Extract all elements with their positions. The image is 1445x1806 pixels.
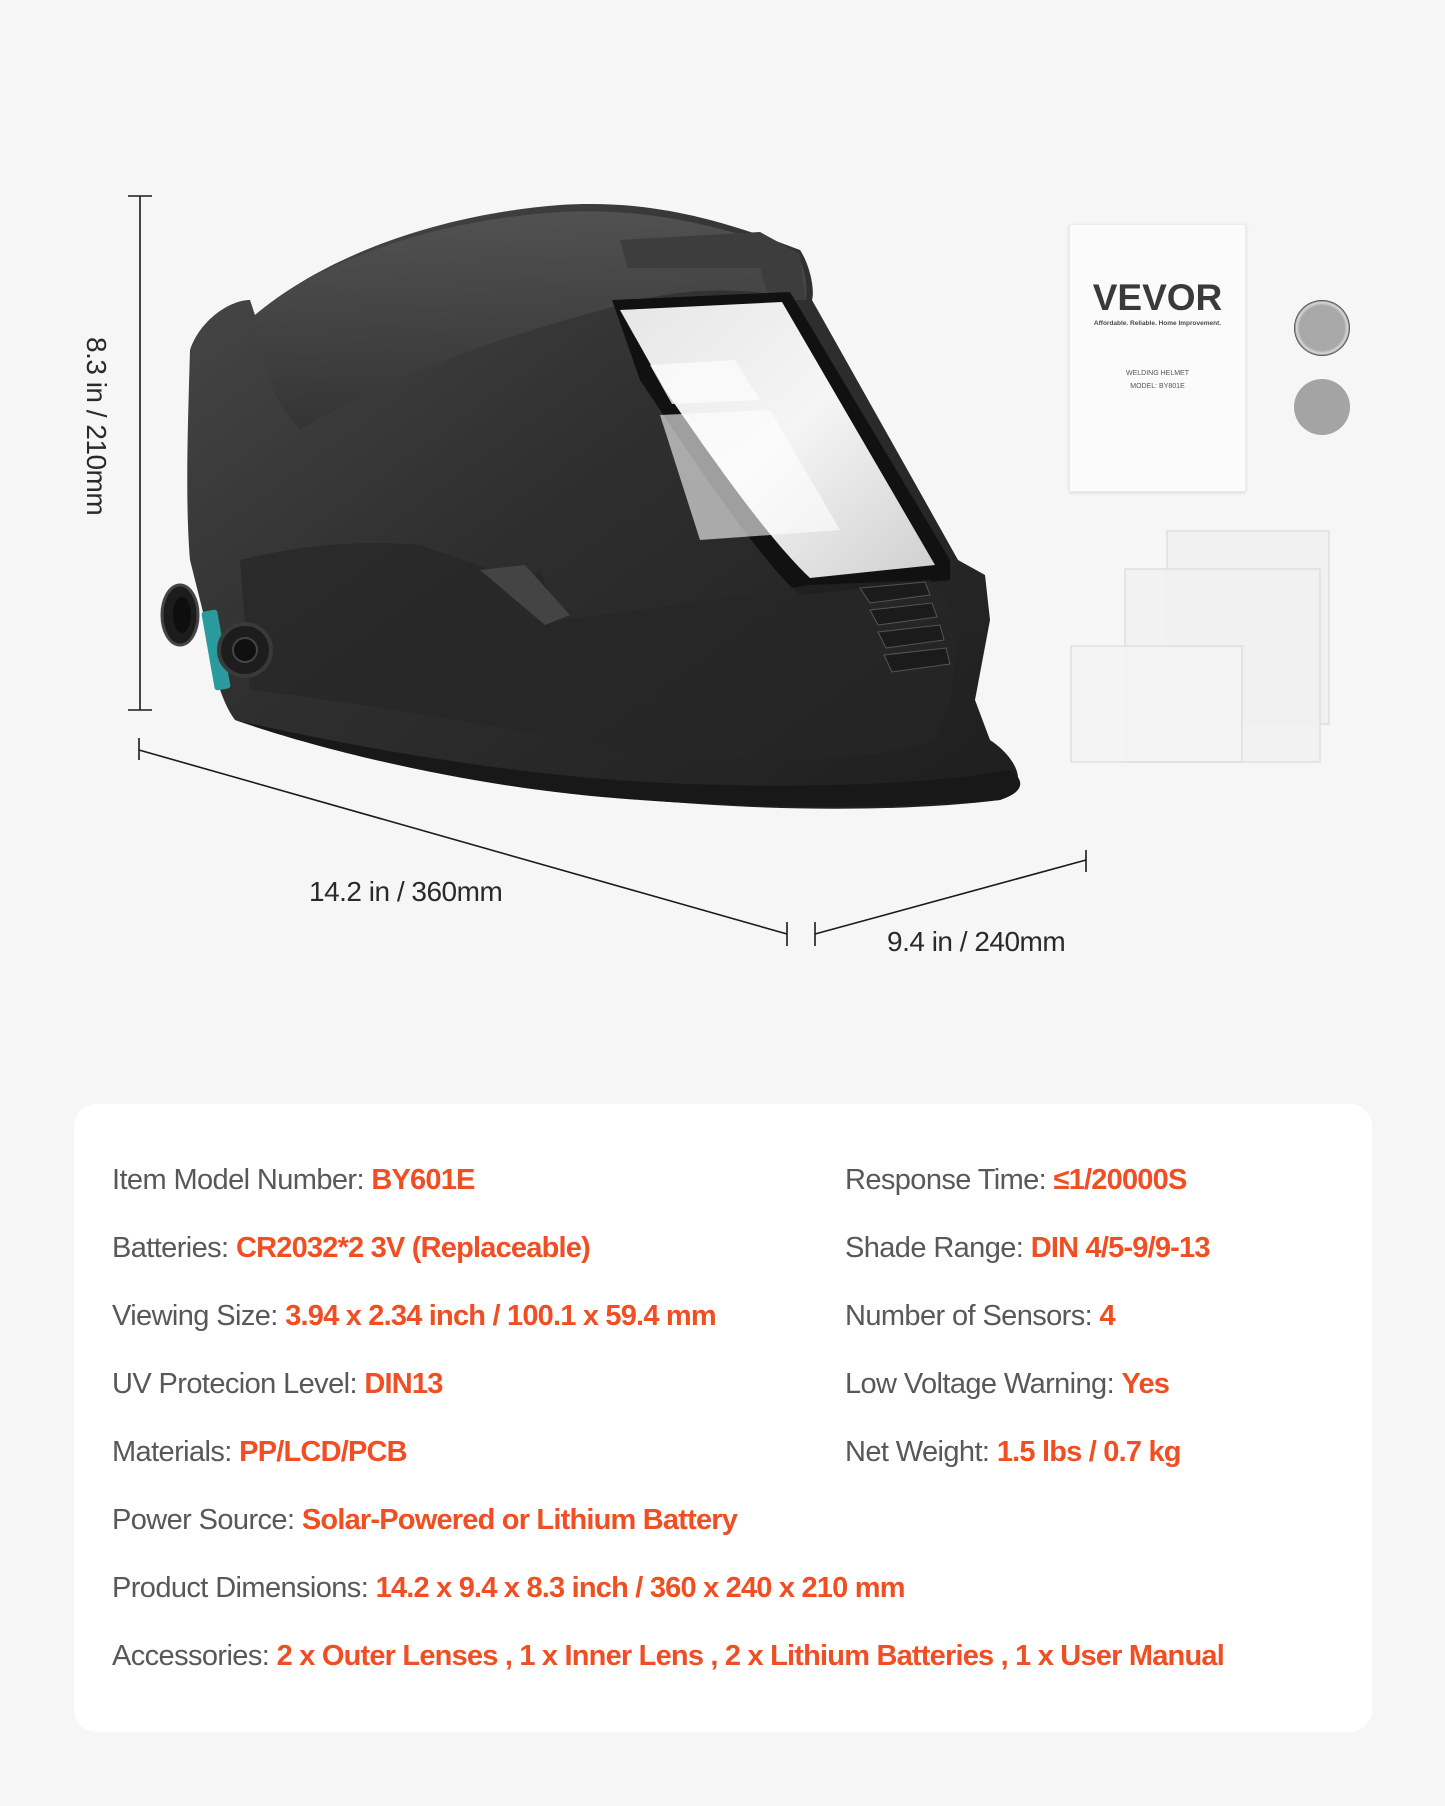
spec-label: Response Time: <box>845 1164 1054 1196</box>
spec-value: PP/LCD/PCB <box>239 1436 407 1468</box>
spec-label: Number of Sensors: <box>845 1300 1100 1332</box>
length-dimension-label: 14.2 in / 360mm <box>309 876 503 907</box>
welding-helmet-image <box>162 204 1020 809</box>
coin-batteries-image <box>1294 300 1350 435</box>
manual-tagline: Affordable. Reliable. Home Improvement. <box>1093 320 1222 327</box>
spec-value: 14.2 x 9.4 x 8.3 inch / 360 x 240 x 210 mm <box>375 1572 905 1604</box>
spec-value: CR2032*2 3V (Replaceable) <box>235 1232 590 1264</box>
spec-label: Product Dimensions: <box>112 1572 376 1604</box>
spec-response-time <box>845 1163 1187 1197</box>
manual-model-line: MODEL: BY801E <box>1130 383 1185 390</box>
spec-value: ≤1/20000S <box>1053 1164 1187 1196</box>
spec-batteries <box>112 1231 590 1265</box>
spec-value: 3.94 x 2.34 inch / 100.1 x 59.4 mm <box>285 1300 716 1332</box>
spec-item-model-number <box>112 1163 475 1197</box>
spec-power-source <box>112 1503 737 1537</box>
spec-label: Batteries: <box>112 1232 236 1264</box>
spec-value: Solar-Powered or Lithium Battery <box>301 1504 738 1536</box>
spec-label: Accessories: <box>112 1640 277 1672</box>
spec-label: Materials: <box>112 1436 240 1468</box>
spec-value: DIN 4/5-9/9-13 <box>1030 1232 1210 1264</box>
spec-value: 4 <box>1099 1300 1115 1332</box>
spec-value: Yes <box>1121 1368 1170 1400</box>
spec-product-dimensions <box>112 1571 905 1605</box>
spec-value: 2 x Outer Lenses , 1 x Inner Lens , 2 x Lithium Batteries , 1 x User Manual <box>276 1640 1224 1672</box>
spec-materials <box>112 1435 407 1469</box>
manual-brand-logo: VEVOR <box>1092 277 1223 318</box>
spec-label: Low Voltage Warning: <box>845 1368 1122 1400</box>
spec-number-of-sensors <box>845 1299 1115 1333</box>
width-dimension-label: 9.4 in / 240mm <box>887 926 1066 957</box>
spec-value: 1.5 lbs / 0.7 kg <box>996 1436 1181 1468</box>
spec-label: Viewing Size: <box>112 1300 286 1332</box>
spec-label: UV Protecion Level: <box>112 1368 365 1400</box>
spec-viewing-size <box>112 1299 716 1333</box>
spec-label: Shade Range: <box>845 1232 1031 1264</box>
spec-label: Net Weight: <box>845 1436 997 1468</box>
spec-uv-protection-level <box>112 1367 443 1401</box>
spec-value: BY601E <box>371 1164 475 1196</box>
user-manual-image <box>1069 224 1246 492</box>
spec-low-voltage-warning <box>845 1367 1169 1401</box>
height-dimension-label: 8.3 in / 210mm <box>81 337 112 516</box>
replacement-lenses-image <box>1071 531 1329 762</box>
spec-label: Power Source: <box>112 1504 302 1536</box>
specifications-card <box>74 1104 1372 1732</box>
spec-shade-range <box>845 1231 1210 1265</box>
spec-net-weight <box>845 1435 1181 1469</box>
spec-value: DIN13 <box>364 1368 443 1400</box>
manual-product-title: WELDING HELMET <box>1125 370 1189 377</box>
spec-accessories <box>112 1639 1224 1673</box>
spec-label: Item Model Number: <box>112 1164 372 1196</box>
